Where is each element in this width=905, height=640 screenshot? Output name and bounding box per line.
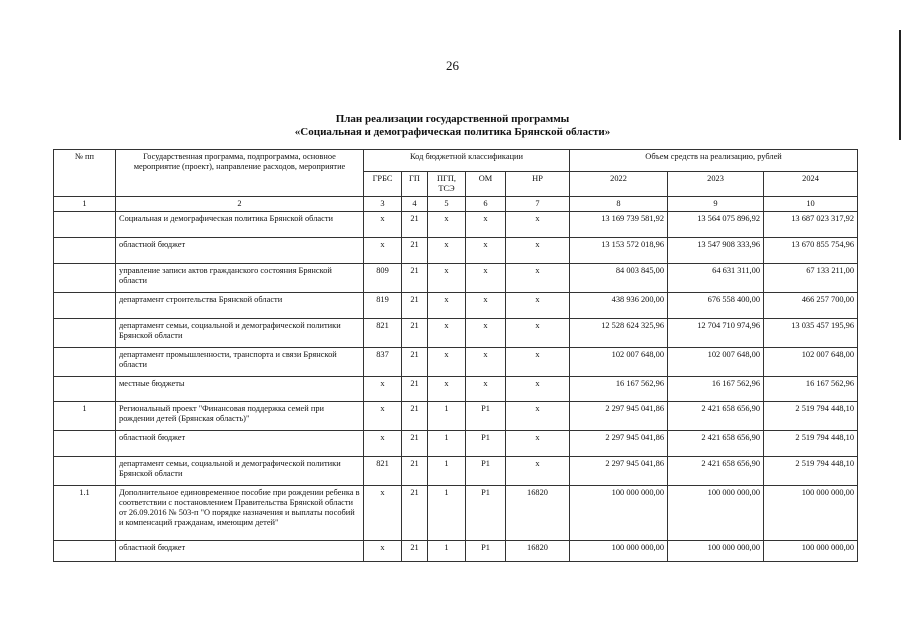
- row-amount-2022: 13 169 739 581,92: [570, 212, 668, 238]
- page-number: 26: [446, 58, 459, 73]
- table-row: [54, 348, 858, 377]
- table-row: [54, 377, 858, 402]
- row-gp: 21: [402, 402, 428, 431]
- table-row: [54, 212, 858, 238]
- row-name: местные бюджеты: [116, 377, 364, 402]
- row-om: Р1: [466, 541, 506, 562]
- header-om: ОМ: [466, 172, 506, 197]
- row-gp: 21: [402, 348, 428, 377]
- row-amount-2022: 102 007 648,00: [570, 348, 668, 377]
- row-amount-2022: 100 000 000,00: [570, 486, 668, 541]
- row-pgp: х: [428, 377, 466, 402]
- row-gp: 21: [402, 457, 428, 486]
- row-np: х: [506, 348, 570, 377]
- row-amount-2023: 2 421 658 656,90: [668, 402, 764, 431]
- column-index-row: [54, 197, 858, 212]
- header-year-2022: 2022: [570, 172, 668, 197]
- row-gp: 21: [402, 264, 428, 293]
- header-funds: Объем средств на реализацию, рублей: [570, 150, 858, 172]
- row-amount-2022: 100 000 000,00: [570, 541, 668, 562]
- row-gp: 21: [402, 541, 428, 562]
- row-om: х: [466, 293, 506, 319]
- index-cell: 6: [466, 197, 506, 212]
- row-amount-2024: 67 133 211,00: [764, 264, 858, 293]
- table-row: [54, 457, 858, 486]
- row-gp: 21: [402, 238, 428, 264]
- header-year-2023: 2023: [668, 172, 764, 197]
- table-header: [54, 150, 858, 212]
- index-cell: 2: [116, 197, 364, 212]
- row-pgp: 1: [428, 402, 466, 431]
- row-amount-2024: 16 167 562,96: [764, 377, 858, 402]
- row-number: [54, 457, 116, 486]
- row-pgp: 1: [428, 431, 466, 457]
- row-gp: 21: [402, 212, 428, 238]
- index-cell: 9: [668, 197, 764, 212]
- row-gp: 21: [402, 377, 428, 402]
- row-pgp: х: [428, 319, 466, 348]
- row-amount-2022: 2 297 945 041,86: [570, 431, 668, 457]
- row-amount-2023: 13 547 908 333,96: [668, 238, 764, 264]
- row-np: х: [506, 402, 570, 431]
- row-gp: 21: [402, 293, 428, 319]
- row-np: х: [506, 431, 570, 457]
- row-amount-2024: 100 000 000,00: [764, 486, 858, 541]
- index-cell: 1: [54, 197, 116, 212]
- row-amount-2024: 13 035 457 195,96: [764, 319, 858, 348]
- row-amount-2024: 102 007 648,00: [764, 348, 858, 377]
- row-number: [54, 238, 116, 264]
- row-name: областной бюджет: [116, 238, 364, 264]
- row-amount-2024: 2 519 794 448,10: [764, 457, 858, 486]
- row-amount-2024: 13 670 855 754,96: [764, 238, 858, 264]
- row-pgp: 1: [428, 541, 466, 562]
- row-pgp: х: [428, 293, 466, 319]
- row-gp: 21: [402, 431, 428, 457]
- table-row: [54, 541, 858, 562]
- index-cell: 5: [428, 197, 466, 212]
- row-amount-2024: 13 687 023 317,92: [764, 212, 858, 238]
- row-name: департамент семьи, социальной и демографической политики Брянской области: [116, 319, 364, 348]
- table-row: [54, 293, 858, 319]
- title-line-2: «Социальная и демографическая политика Брянской области»: [294, 126, 611, 138]
- row-gp: 21: [402, 319, 428, 348]
- row-np: х: [506, 264, 570, 293]
- row-np: х: [506, 212, 570, 238]
- row-np: х: [506, 377, 570, 402]
- table-row: [54, 319, 858, 348]
- row-om: х: [466, 377, 506, 402]
- row-np: х: [506, 238, 570, 264]
- row-pgp: х: [428, 238, 466, 264]
- title-line-1: План реализации государственной программы: [335, 113, 570, 125]
- row-amount-2022: 16 167 562,96: [570, 377, 668, 402]
- index-cell: 7: [506, 197, 570, 212]
- row-name: Дополнительное единовременное пособие при рождении ребенка в соответствии с постановлением Правительства Брянской области от 26.09.2016 № 503-п "О порядке назначения и выплаты пособий и компенсаций гражданам, имеющим детей": [116, 486, 364, 541]
- row-grbs: х: [364, 212, 402, 238]
- row-om: Р1: [466, 457, 506, 486]
- row-number: [54, 293, 116, 319]
- row-name: департамент семьи, социальной и демографической политики Брянской области: [116, 457, 364, 486]
- row-amount-2024: 2 519 794 448,10: [764, 431, 858, 457]
- header-year-2024: 2024: [764, 172, 858, 197]
- row-amount-2024: 2 519 794 448,10: [764, 402, 858, 431]
- row-np: 16820: [506, 541, 570, 562]
- row-amount-2023: 2 421 658 656,90: [668, 457, 764, 486]
- table-row: [54, 238, 858, 264]
- row-om: х: [466, 264, 506, 293]
- row-amount-2023: 64 631 311,00: [668, 264, 764, 293]
- row-amount-2022: 2 297 945 041,86: [570, 402, 668, 431]
- row-amount-2023: 100 000 000,00: [668, 486, 764, 541]
- row-grbs: х: [364, 486, 402, 541]
- row-number: [54, 431, 116, 457]
- row-amount-2024: 100 000 000,00: [764, 541, 858, 562]
- row-grbs: 821: [364, 319, 402, 348]
- budget-plan-table: [53, 149, 858, 562]
- row-number: [54, 541, 116, 562]
- table-row: [54, 431, 858, 457]
- row-amount-2023: 676 558 400,00: [668, 293, 764, 319]
- row-grbs: 837: [364, 348, 402, 377]
- row-grbs: 809: [364, 264, 402, 293]
- row-amount-2022: 84 003 845,00: [570, 264, 668, 293]
- row-name: управление записи актов гражданского состояния Брянской области: [116, 264, 364, 293]
- row-pgp: 1: [428, 486, 466, 541]
- header-kbk: Код бюджетной классификации: [364, 150, 570, 172]
- row-gp: 21: [402, 486, 428, 541]
- row-amount-2022: 2 297 945 041,86: [570, 457, 668, 486]
- row-om: х: [466, 212, 506, 238]
- row-om: Р1: [466, 486, 506, 541]
- row-grbs: х: [364, 377, 402, 402]
- row-number: 1.1: [54, 486, 116, 541]
- row-number: [54, 348, 116, 377]
- table-row: [54, 402, 858, 431]
- row-om: Р1: [466, 402, 506, 431]
- row-amount-2023: 12 704 710 974,96: [668, 319, 764, 348]
- row-pgp: х: [428, 348, 466, 377]
- row-om: х: [466, 348, 506, 377]
- index-cell: 8: [570, 197, 668, 212]
- row-amount-2022: 438 936 200,00: [570, 293, 668, 319]
- row-name: департамент промышленности, транспорта и связи Брянской области: [116, 348, 364, 377]
- row-np: 16820: [506, 486, 570, 541]
- row-grbs: х: [364, 402, 402, 431]
- table-body: [54, 212, 858, 562]
- row-np: х: [506, 457, 570, 486]
- header-gp: ГП: [402, 172, 428, 197]
- header-num: № пп: [54, 150, 116, 197]
- header-name: Государственная программа, подпрограмма, основное мероприятие (проект), направление расходов, мероприятие: [116, 150, 364, 197]
- index-cell: 3: [364, 197, 402, 212]
- row-name: областной бюджет: [116, 541, 364, 562]
- row-amount-2023: 100 000 000,00: [668, 541, 764, 562]
- row-number: 1: [54, 402, 116, 431]
- header-np: НР: [506, 172, 570, 197]
- row-number: [54, 212, 116, 238]
- row-grbs: х: [364, 541, 402, 562]
- row-number: [54, 319, 116, 348]
- index-cell: 4: [402, 197, 428, 212]
- row-amount-2023: 2 421 658 656,90: [668, 431, 764, 457]
- row-amount-2023: 16 167 562,96: [668, 377, 764, 402]
- row-name: департамент строительства Брянской области: [116, 293, 364, 319]
- header-grbs: ГРБС: [364, 172, 402, 197]
- row-amount-2023: 13 564 075 896,92: [668, 212, 764, 238]
- document-title: [0, 113, 905, 139]
- row-name: Социальная и демографическая политика Брянской области: [116, 212, 364, 238]
- table-row: [54, 264, 858, 293]
- row-om: Р1: [466, 431, 506, 457]
- row-pgp: х: [428, 212, 466, 238]
- row-number: [54, 377, 116, 402]
- row-pgp: 1: [428, 457, 466, 486]
- row-amount-2022: 12 528 624 325,96: [570, 319, 668, 348]
- row-grbs: х: [364, 238, 402, 264]
- row-number: [54, 264, 116, 293]
- row-name: областной бюджет: [116, 431, 364, 457]
- row-np: х: [506, 319, 570, 348]
- row-name: Региональный проект "Финансовая поддержка семей при рождении детей (Брянская область)": [116, 402, 364, 431]
- row-grbs: 819: [364, 293, 402, 319]
- row-grbs: х: [364, 431, 402, 457]
- row-amount-2023: 102 007 648,00: [668, 348, 764, 377]
- row-np: х: [506, 293, 570, 319]
- row-amount-2024: 466 257 700,00: [764, 293, 858, 319]
- row-om: х: [466, 238, 506, 264]
- row-grbs: 821: [364, 457, 402, 486]
- row-amount-2022: 13 153 572 018,96: [570, 238, 668, 264]
- row-pgp: х: [428, 264, 466, 293]
- table-row: [54, 486, 858, 541]
- index-cell: 10: [764, 197, 858, 212]
- row-om: х: [466, 319, 506, 348]
- header-pgp: ПГП, ТСЭ: [428, 172, 466, 197]
